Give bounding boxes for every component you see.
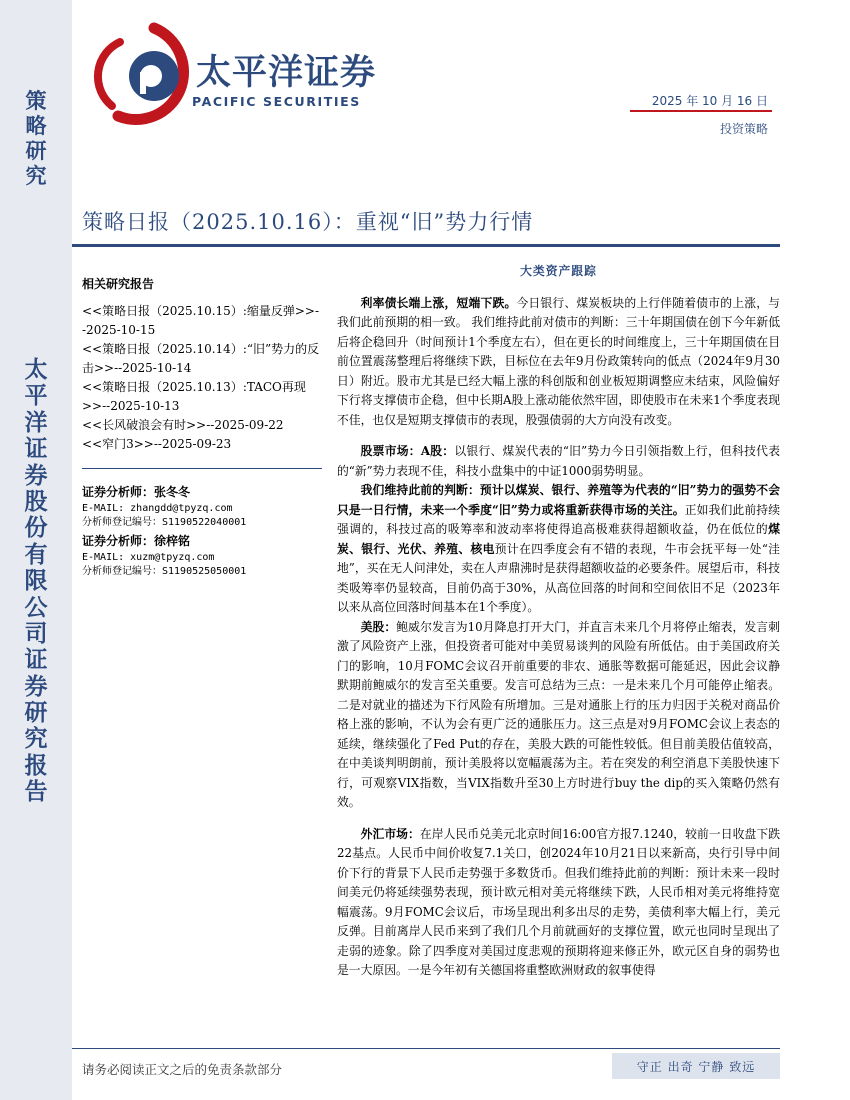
motto-badge: 守正 出奇 宁静 致远: [612, 1053, 780, 1079]
brand-name-en: PACIFIC SECURITIES: [192, 94, 361, 109]
stock-paragraph: [337, 442, 780, 481]
sidebar-char: 太: [24, 356, 48, 383]
fx-text: 在岸人民币兑美元北京时间16:00官方报7.1240，较前一日收盘下跌22基点。人民币中间价收复7.1关口，创2024年10月21日以来新高，央行引导中间价下行的背景下人民币走势强于多数货币。但我们维持此前的判断：预计未来一段时间美元仍将延续强势表现，预计欧元相对美元将继续下跌，人民币相对美元将维持宽幅震荡。9月FOMC会议后，市场呈现出利多出尽的走势，美债利率大幅上行，美元反弹。目前离岸人民币来到了我们几个月前就画好的支撑位置，欧元也同时呈现出了走弱的迹象。除了四季度对美国过度悲观的预期将迎来修正外，欧元区自身的弱势也是一大原因。一是今年初有关德国将重整欧洲财政的叙事使得: [337, 826, 780, 977]
stock-view-text-2: 预计在四季度会有不错的表现，牛市会抚平每一处“洼地”，买在无人问津处，卖在人声鼎沸时是获得超额收益的必要条件。展望后市，科技类吸筹率仍显较高，目前仍高于30%，从高位回落的时间和空间依旧不足（2023年以来从高位回落时间基本在1个季度）。: [337, 541, 780, 614]
brand-name-cn: 太平洋证券: [196, 53, 377, 93]
analyst-email[interactable]: E-MAIL: zhangdd@tpyzq.com: [82, 503, 233, 514]
bond-paragraph: [337, 294, 780, 431]
analyst-name: 证券分析师：张冬冬: [82, 485, 191, 499]
stock-lead: 股票市场：A股：: [360, 444, 455, 458]
related-report-link[interactable]: <<策略日报（2025.10.13）:TACO再现>>--2025-10-13: [82, 380, 306, 413]
date-underline: [630, 110, 772, 112]
page-title: 策略日报（2025.10.16）：重视“旧”势力行情: [82, 210, 534, 234]
sidebar-char: 研: [24, 699, 48, 727]
main-content: [337, 262, 780, 993]
fx-lead: 外汇市场：: [360, 826, 420, 841]
us-lead: 美股：: [360, 619, 397, 634]
stock-view-text: 正如我们此前持续强调的，科技过高的吸筹率和波动率将使得追高极难获得超额收益，仍在低位的: [337, 502, 780, 536]
report-date: 2025 年 10 月 16 日: [651, 94, 768, 108]
stock-view-paragraph: [337, 481, 780, 618]
bond-text: 今日银行、煤炭板块的上行伴随着债市的上涨，与我们此前预期的相一致。 我们维持此前对债市的判断：三十年期国债在创下今年新低后将企稳回升（时间预计1个季度左右），但在更长的时间维度上，三十年期国债在目前位置震荡整理后将继续下跌，目标位在去年9月份政策转向的低点（2024年9月30日）附近。股市尤其是已经大幅上涨的科创版和创业板短期调整应未结束，风险偏好下行将支撑债市企稳，但中长期A股上涨动能依然牢固，即使股市在未来1个季度表现不佳，也仅是短期支撑债市的表现，股强债弱的大方向没有改变。: [337, 295, 780, 427]
analyst-registration: 分析师登记编号：S1190525050001: [82, 566, 247, 577]
stock-sectors: 煤炭、银行、光伏、养殖、核电: [337, 522, 780, 556]
sidebar-char: 研: [25, 138, 47, 163]
sidebar-char: 证: [24, 435, 48, 463]
sidebar-char: 告: [24, 778, 48, 806]
related-reports-title: 相关研究报告: [82, 277, 155, 291]
bond-lead: 利率债长端上涨，短端下跌。: [360, 295, 517, 310]
sidebar-char: 究: [24, 725, 48, 753]
sidebar-char: 证: [24, 646, 48, 674]
sidebar-char: 究: [25, 163, 47, 188]
us-text: 鲍威尔发言为10月降息打开大门，并直言未来几个月将停止缩表，发言刺激了风险资产上涨，但投资者可能对中美贸易谈判的风险有所低估。由于美国政府关门的影响，10月FOMC会议召开前重要的非农、通胀等数据可能延迟，因此会议静默期前鲍威尔的发言至关重要。发言可总结为三点：一是未来几个月可能停止缩表。二是对就业的描述为下行风险有所增加。三是对通胀上行的压力归因于关税对商品价格上涨的影响，不认为会有更广泛的通胀压力。这三点是对9月FOMC会议上表态的延续，继续强化了Fed Put的存在，美股大跌的可能性较低。但目前美股估值较高，在中美谈判明朗前，预计美股将以宽幅震荡为主。若在突发的利空消息下美股快速下行，可观察VIX指数，当VIX指数升至30上方时进行buy the dip的买入策略仍然有效。: [337, 619, 780, 809]
sidebar-char: 股: [24, 487, 48, 515]
disclaimer: 请务必阅读正文之后的免责条款部分: [82, 1062, 283, 1077]
sidebar-company-label: [0, 358, 72, 807]
sidebar-char: 略: [25, 113, 47, 138]
sidebar-char: 券: [24, 672, 48, 700]
footer-divider: [72, 1048, 780, 1049]
sidebar-char: 公: [24, 593, 48, 621]
sidebar-char: 平: [24, 382, 48, 410]
related-report-link[interactable]: <<窄门3>>--2025-09-23: [82, 437, 232, 451]
title-divider: [72, 244, 780, 247]
fx-paragraph: [337, 825, 780, 981]
sidebar-char: 报: [24, 751, 48, 779]
sidebar-char: 策: [25, 88, 47, 113]
sidebar-char: 洋: [24, 408, 48, 436]
analyst-registration: 分析师登记编号：S1190522040001: [82, 517, 247, 528]
related-report-link[interactable]: <<策略日报（2025.10.15）:缩量反弹>>--2025-10-15: [82, 304, 320, 337]
left-column: [82, 275, 322, 579]
stock-view-bold: 我们维持此前的判断：预计以煤炭、银行、养殖等为代表的“旧”势力的强势不会只是一日行情，未来一个季度“旧”势力或将重新获得市场的关注。: [337, 483, 780, 517]
sidebar-char: 份: [24, 514, 48, 542]
stock-text: 以银行、煤炭代表的“旧”势力今日引领指数上行，但科技代表的“新”势力表现不佳，科技小盘集中的中证1000弱势明显。: [337, 444, 780, 478]
sidebar-char: 司: [24, 619, 48, 647]
left-sidebar: [0, 0, 72, 1100]
analyst-email[interactable]: E-MAIL: xuzm@tpyzq.com: [82, 552, 215, 563]
sidebar-char: 券: [24, 461, 48, 489]
us-stock-paragraph: [337, 618, 780, 813]
related-report-link[interactable]: <<策略日报（2025.10.14）:“旧”势力的反击>>--2025-10-14: [82, 342, 320, 375]
analyst-name: 证券分析师：徐梓铭: [82, 534, 191, 548]
section-heading: 大类资产跟踪: [520, 264, 597, 278]
related-report-link[interactable]: <<长风破浪会有时>>--2025-09-22: [82, 418, 284, 432]
sidebar-strategy-label: [0, 90, 72, 190]
left-divider: [82, 468, 322, 469]
sidebar-char: 有: [24, 540, 48, 568]
report-category: 投资策略: [719, 122, 768, 136]
sidebar-char: 限: [24, 567, 48, 595]
